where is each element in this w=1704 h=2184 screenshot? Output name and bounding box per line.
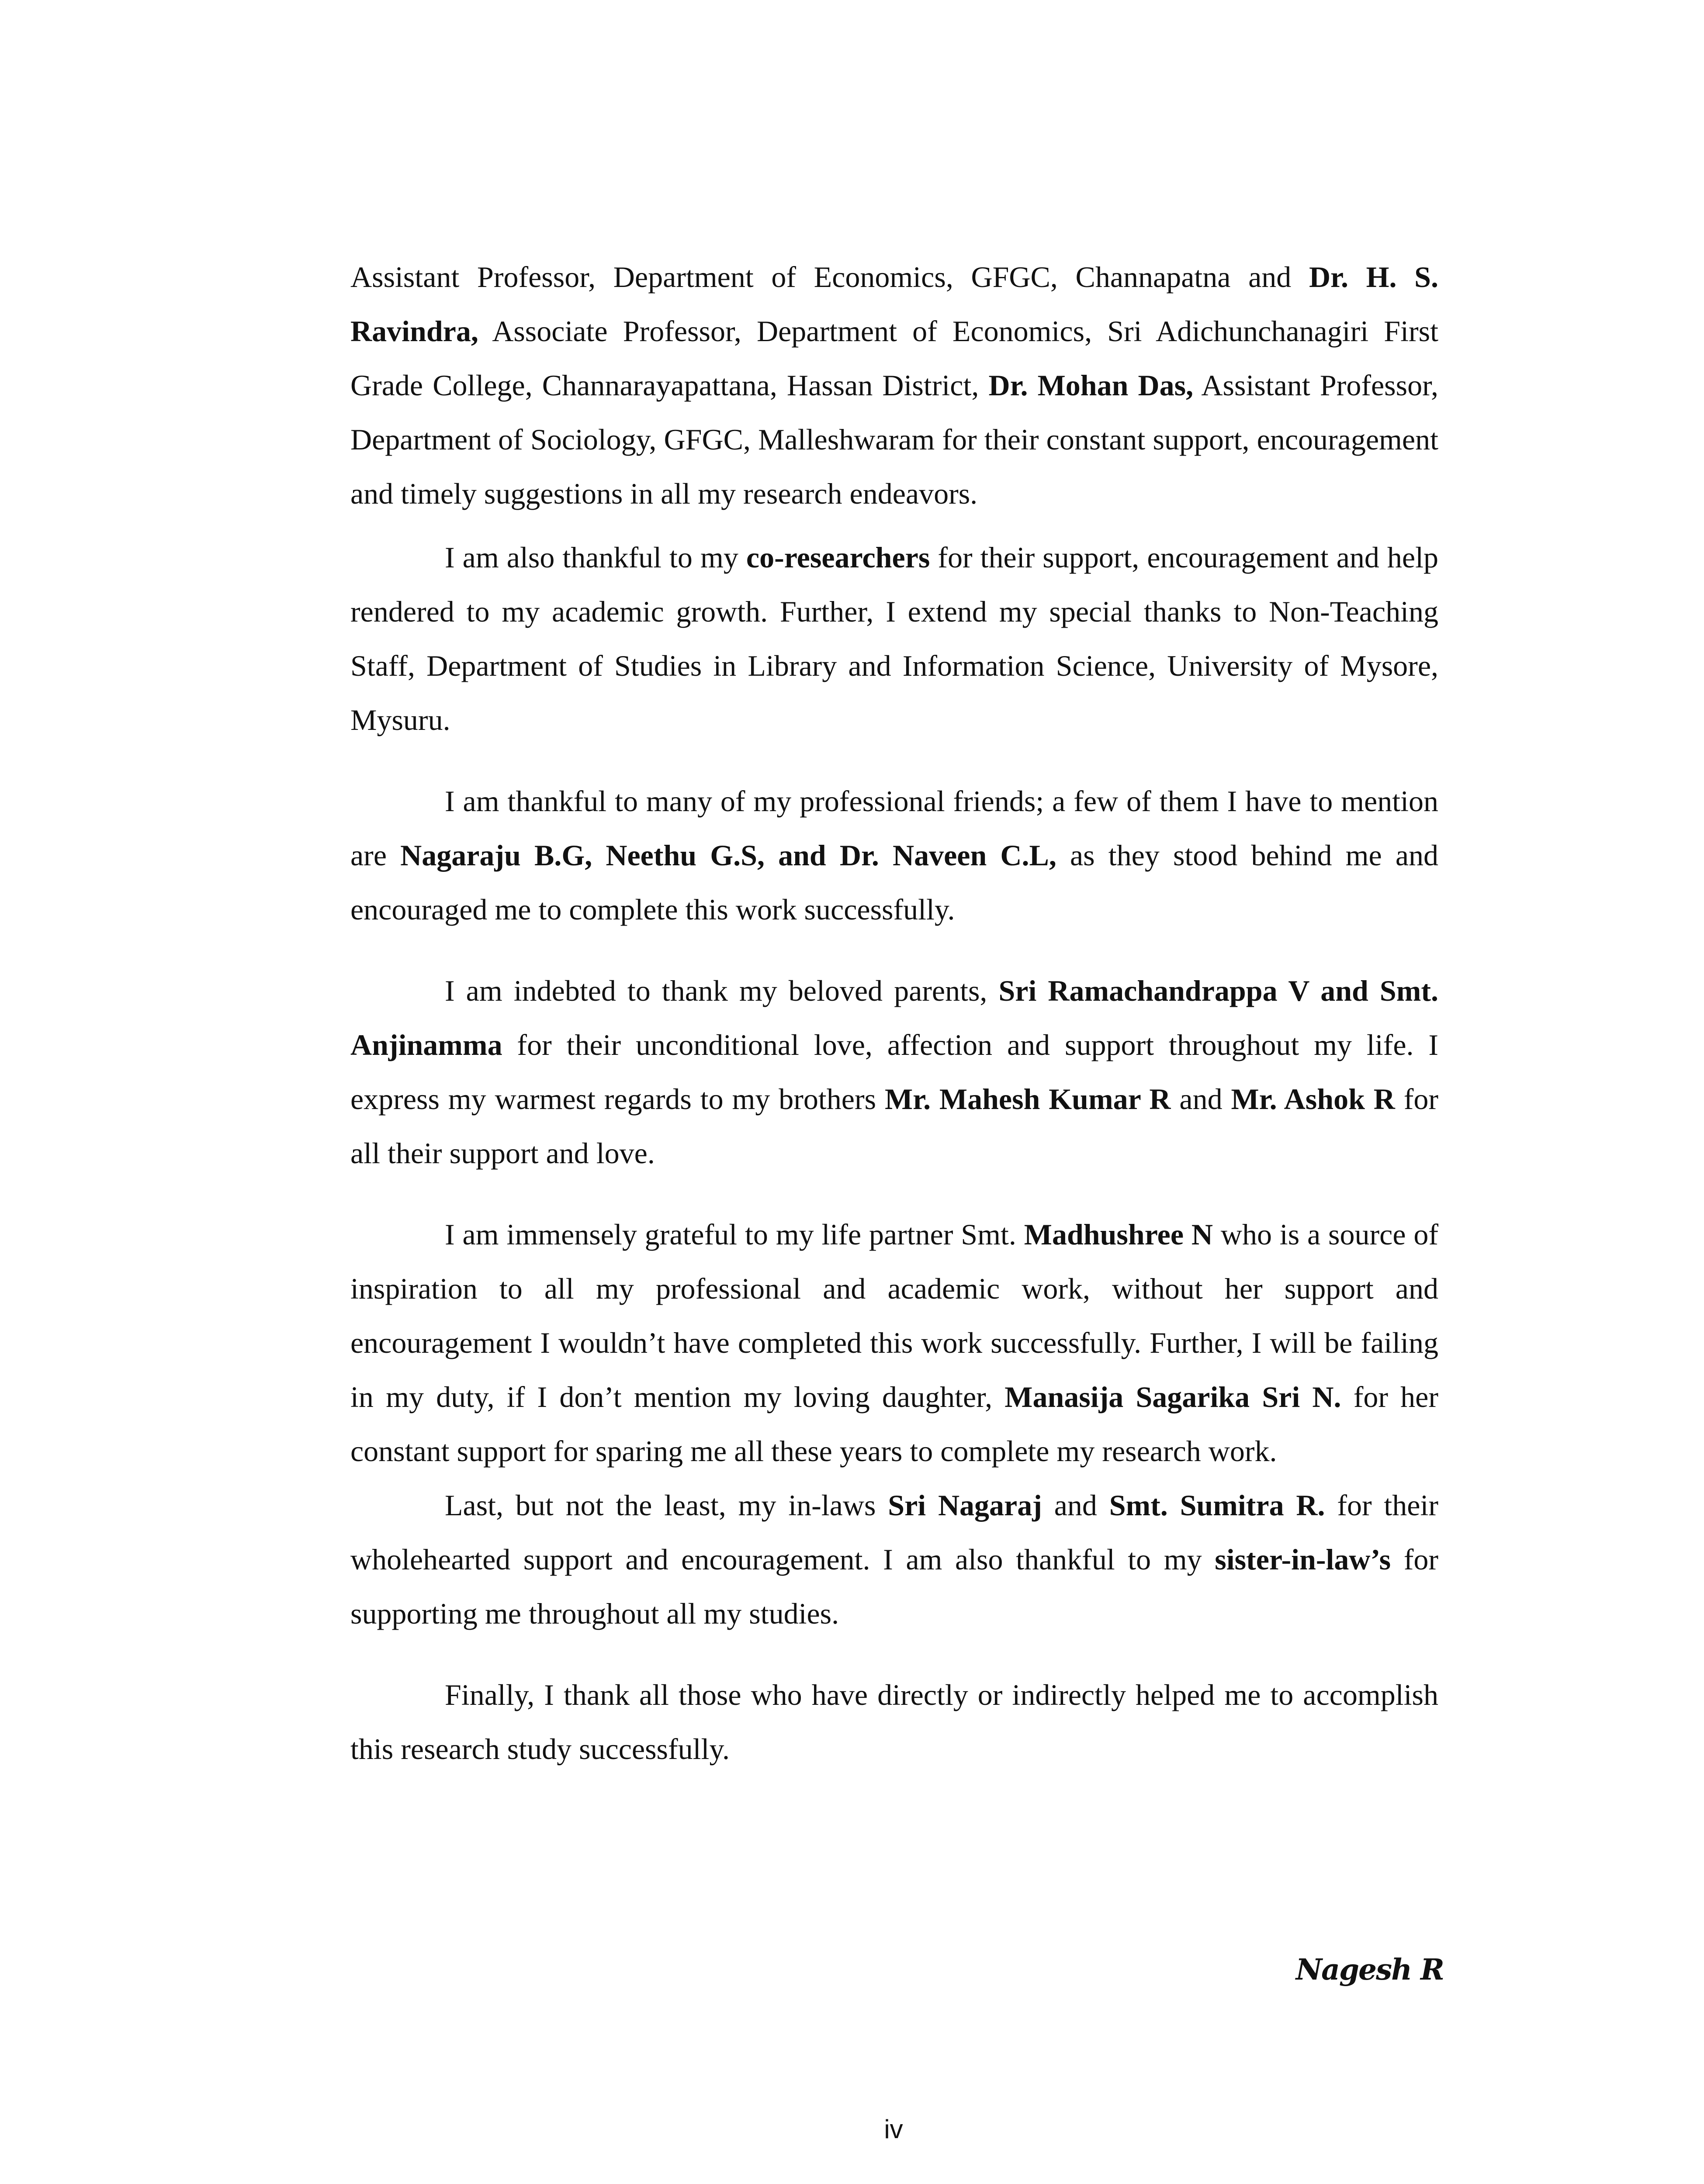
segment: for supporting me throughout all my studies.: [350, 1543, 1438, 1630]
segment: for all their support and love.: [350, 1082, 1439, 1170]
segment: Finally, I thank all those who have directly or indirectly helped me to accomplish this research study successfully.: [350, 1678, 1438, 1766]
segment-bold: Mr. Mahesh Kumar R: [884, 1082, 1171, 1116]
segment: as they stood behind me and encouraged me to complete this work successfully.: [350, 839, 1438, 926]
segment: Assistant Professor, Department of Sociology, GFGC, Malleshwaram for their constant support, encouragement and timely suggestions in all my research endeavors.: [350, 369, 1438, 510]
segment: I am thankful to many of my professional friends; a few of them I have to mention are: [350, 784, 1438, 872]
segment-bold: Dr. Mohan Das,: [988, 369, 1194, 402]
paragraph-3: [350, 774, 1438, 936]
segment: Assistant Professor, Department of Economics, GFGC, Channapatna and: [350, 260, 1309, 294]
segment: who is a source of inspiration to all my professional and academic work, without her support and encouragement I wouldn’t have completed this work successfully. Further, I will be failing in my duty, if I don’t mention my loving daughter,: [350, 1218, 1439, 1413]
paragraph-6: [350, 1478, 1438, 1641]
segment-bold: Sri Ramachandrappa V and Smt. Anjinamma: [350, 974, 1438, 1061]
segment: for their unconditional love, affection and support throughout my life. I express my warmest regards to my brothers: [350, 1028, 1438, 1116]
segment: I am immensely grateful to my life partner Smt.: [445, 1218, 1024, 1251]
segment-bold: Dr. H. S. Ravindra,: [350, 260, 1438, 348]
segment-bold: Sri Nagaraj: [888, 1489, 1042, 1522]
segment: for her constant support for sparing me all these years to complete my research work.: [350, 1380, 1438, 1468]
author-signature: Nagesh R: [1295, 1952, 1444, 1987]
segment: and: [1042, 1489, 1109, 1522]
paragraph-1: [350, 250, 1438, 521]
segment: Associate Professor, Department of Economics, Sri Adichunchanagiri First Grade College, Channarayapattana, Hassan District,: [350, 314, 1438, 402]
segment-bold: Manasija Sagarika Sri N.: [1004, 1380, 1341, 1413]
segment-bold: co-researchers: [746, 541, 930, 574]
acknowledgement-body: [350, 250, 1438, 1776]
paragraph-5: [350, 1207, 1438, 1478]
segment-bold: Mr. Ashok R: [1231, 1082, 1395, 1116]
segment-bold: sister-in-law’s: [1215, 1543, 1391, 1576]
paragraph-2: [350, 530, 1438, 747]
segment-bold: Smt. Sumitra R.: [1109, 1489, 1325, 1522]
segment: I am also thankful to my: [445, 541, 746, 574]
segment: for their support, encouragement and help rendered to my academic growth. Further, I extend my special thanks to Non-Teaching Staff, Department of Studies in Library and Information Science, University of Mysore, Mysuru.: [350, 541, 1439, 736]
segment-bold: Madhushree N: [1024, 1218, 1213, 1251]
paragraph-7: [350, 1668, 1438, 1776]
segment: I am indebted to thank my beloved parents,: [445, 974, 999, 1007]
segment: for their wholehearted support and encouragement. I am also thankful to my: [350, 1489, 1439, 1576]
segment-bold: Nagaraju B.G, Neethu G.S, and Dr. Naveen C.L,: [400, 839, 1056, 872]
paragraph-4: [350, 964, 1438, 1180]
segment: and: [1171, 1082, 1231, 1116]
segment: Last, but not the least, my in-laws: [445, 1489, 888, 1522]
page-number: iv: [884, 2115, 903, 2144]
